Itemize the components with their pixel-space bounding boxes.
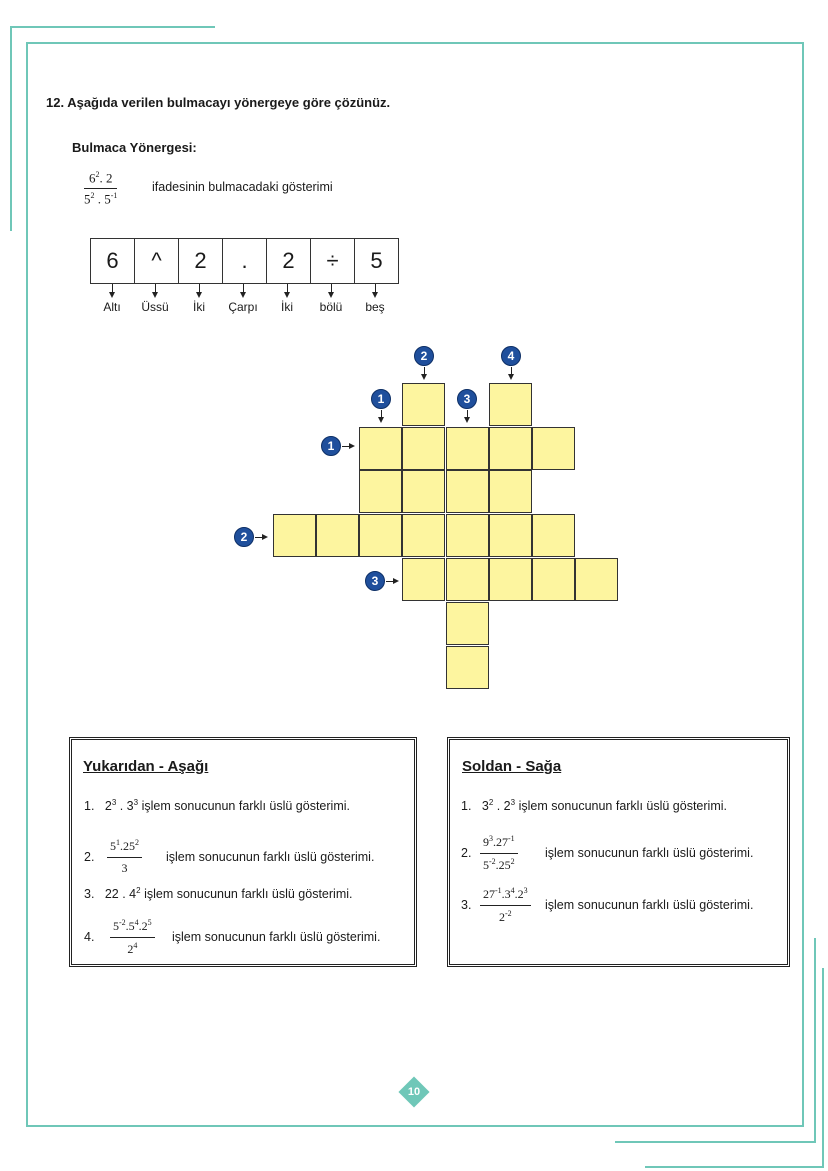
crossword-cell[interactable] — [489, 383, 532, 426]
example-cell: ^ — [135, 239, 179, 283]
crossword-cell[interactable] — [359, 427, 402, 470]
example-label: İki — [193, 300, 205, 314]
instructions-heading: Bulmaca Yönergesi: — [72, 140, 197, 155]
across-clue-1: 1. $3^2$ . $2^3$ işlem sonucunun farklı üslü gösterimi. — [461, 798, 727, 814]
crossword-cell[interactable] — [402, 427, 445, 470]
down-clue-3: 3. 22 . $4^2$ işlem sonucunun farklı üslü gösterimi. — [84, 886, 353, 902]
frame-left-line-outer — [10, 26, 12, 231]
arrow-down-icon — [155, 284, 156, 293]
crossword-cell[interactable] — [489, 514, 532, 557]
crossword-cell[interactable] — [402, 558, 445, 601]
crossword-cell[interactable] — [532, 514, 575, 557]
arrow-down-icon — [287, 284, 288, 293]
across-clue-3-fraction: $\frac{27^{-1}.3^4.2^3}{2^{-2}}$ — [480, 886, 531, 925]
crossword-cell[interactable] — [489, 470, 532, 513]
example-label: Çarpı — [228, 300, 258, 314]
down-clue-badge-3: 3 — [457, 389, 477, 409]
arrow-down-icon — [375, 284, 376, 293]
example-label: Altı — [103, 300, 121, 314]
crossword-cell[interactable] — [446, 427, 489, 470]
example-note: ifadesinin bulmacadaki gösterimi — [152, 180, 333, 194]
arrow-down-icon — [424, 367, 425, 375]
crossword-cell[interactable] — [446, 646, 489, 689]
arrow-down-icon — [112, 284, 113, 293]
example-cell: 5 — [370, 248, 383, 273]
arrow-down-icon — [331, 284, 332, 293]
example-cell: 6 — [91, 239, 135, 283]
frame-bottom-line-inner — [26, 1125, 804, 1127]
crossword-cell[interactable] — [446, 514, 489, 557]
example-label: bölü — [319, 300, 343, 314]
down-clue-badge-1: 1 — [371, 389, 391, 409]
frame-top-line-outer — [10, 26, 215, 28]
down-clue-2-fraction: $\frac{5^1.25^2}{3}$ — [107, 838, 142, 876]
across-clue-badge-1: 1 — [321, 436, 341, 456]
across-clues-title: Soldan - Sağa — [462, 758, 562, 775]
down-clue-4-number: 4. — [84, 930, 95, 944]
question-title: 12. Aşağıda verilen bulmacayı yönergeye göre çözünüz. — [46, 95, 391, 110]
arrow-down-icon — [467, 410, 468, 418]
crossword-cell[interactable] — [359, 514, 402, 557]
frame-right-line-outer — [814, 938, 816, 1143]
example-label: Üssü — [141, 300, 169, 314]
frame-bottom-line-mid — [645, 1166, 824, 1168]
crossword-cell[interactable] — [402, 383, 445, 426]
across-clue-2-fraction: $\frac{9^3.27^{-1}}{5^{-2}.25^2}$ — [480, 834, 518, 873]
frame-top-line-inner — [26, 42, 804, 44]
frame-bottom-line-outer — [615, 1141, 816, 1143]
across-clue-2-text: işlem sonucunun farklı üslü gösterimi. — [545, 846, 754, 860]
example-cell: . — [223, 239, 267, 283]
across-clue-badge-3: 3 — [365, 571, 385, 591]
down-clue-badge-4: 4 — [501, 346, 521, 366]
arrow-down-icon — [243, 284, 244, 293]
example-label: İki — [281, 300, 293, 314]
example-cell: 2 — [179, 239, 223, 283]
crossword-cell[interactable] — [359, 470, 402, 513]
crossword-cell[interactable] — [446, 602, 489, 645]
across-clue-badge-2: 2 — [234, 527, 254, 547]
frame-left-line-inner — [26, 42, 28, 1127]
example-fraction: $\frac{6^2. 2}{5^2 . 5^{-1}}$ — [84, 170, 118, 207]
frame-right-line-mid — [822, 968, 824, 1168]
down-clues-title: Yukarıdan - Aşağı — [83, 758, 209, 775]
crossword-cell[interactable] — [402, 470, 445, 513]
frame-right-line-inner — [802, 42, 804, 1127]
crossword-cell[interactable] — [532, 558, 575, 601]
example-label: beş — [365, 300, 385, 314]
down-clue-4-fraction: $\frac{5^{-2}.5^4.2^5}{2^4}$ — [110, 918, 155, 957]
across-clue-3-text: işlem sonucunun farklı üslü gösterimi. — [545, 898, 754, 912]
crossword-cell[interactable] — [446, 558, 489, 601]
down-clue-badge-2: 2 — [414, 346, 434, 366]
arrow-right-icon — [342, 446, 350, 447]
page-number: 10 — [407, 1086, 421, 1098]
across-clue-2-number: 2. — [461, 846, 472, 860]
arrow-right-icon — [255, 537, 263, 538]
arrow-down-icon — [511, 367, 512, 375]
down-clue-4-text: işlem sonucunun farklı üslü gösterimi. — [172, 930, 381, 944]
crossword-cell[interactable] — [532, 427, 575, 470]
down-clue-2-number: 2. — [84, 850, 95, 864]
crossword-cell[interactable] — [446, 470, 489, 513]
arrow-down-icon — [199, 284, 200, 293]
crossword-cell[interactable] — [489, 558, 532, 601]
down-clue-1: 1. $2^3$ . $3^3$ işlem sonucunun farklı üslü gösterimi. — [84, 798, 350, 814]
arrow-down-icon — [381, 410, 382, 418]
example-cell: 2 — [267, 239, 311, 283]
crossword-cell[interactable] — [575, 558, 618, 601]
down-clue-2-text: işlem sonucunun farklı üslü gösterimi. — [166, 850, 375, 864]
crossword-cell[interactable] — [402, 514, 445, 557]
across-clue-3-number: 3. — [461, 898, 472, 912]
example-cells — [90, 238, 399, 284]
crossword-cell[interactable] — [273, 514, 316, 557]
arrow-right-icon — [386, 581, 394, 582]
example-cell: ÷ — [311, 239, 355, 283]
crossword-cell[interactable] — [316, 514, 359, 557]
crossword-cell[interactable] — [489, 427, 532, 470]
